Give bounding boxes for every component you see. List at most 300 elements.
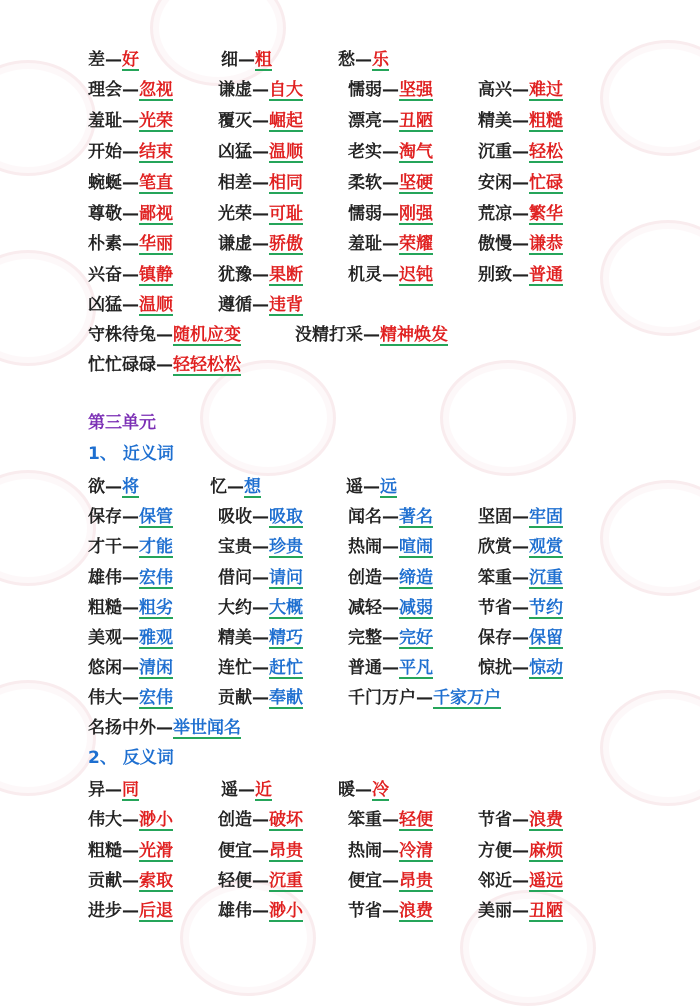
dash: — [382,507,399,527]
dash: — [105,477,122,497]
base-word: 精美 [478,111,512,131]
dash: — [156,325,173,345]
word-pair [88,260,173,290]
base-word: 高兴 [478,80,512,100]
answer-word: 举世闻名 [173,718,241,738]
answer-word: 雅观 [139,628,173,648]
base-word: 伟大 [88,688,122,708]
base-word: 雄伟 [218,901,252,921]
dash: — [512,537,529,557]
dash: — [355,50,372,70]
answer-word: 宏伟 [139,568,173,588]
word-pair [88,75,173,105]
dash: — [122,628,139,648]
answer-word: 渺小 [139,810,173,830]
answer-word: 平凡 [399,658,433,678]
answer-word: 大概 [269,598,303,618]
dash: — [512,658,529,678]
watermark-ring [0,470,96,586]
base-word: 名扬中外 [88,718,156,738]
word-pair [88,532,173,562]
dash: — [252,204,269,224]
answer-word: 浪费 [529,810,563,830]
word-pair [88,805,173,835]
dash: — [382,80,399,100]
word-pair [218,199,303,229]
answer-word: 淘气 [399,142,433,162]
dash: — [227,477,244,497]
word-pair [478,836,563,866]
base-word: 才干 [88,537,122,557]
base-word: 坚固 [478,507,512,527]
dash: — [122,658,139,678]
word-pair [218,836,303,866]
word-pair [478,653,563,683]
base-word: 光荣 [218,204,252,224]
dash: — [382,871,399,891]
answer-word: 精巧 [269,628,303,648]
base-word: 完整 [348,628,382,648]
word-pair [348,563,433,593]
word-pair [478,229,563,259]
base-word: 创造 [218,810,252,830]
answer-word: 惊动 [529,658,563,678]
base-word: 节省 [478,598,512,618]
answer-word: 好 [122,50,139,70]
dash: — [363,325,380,345]
base-word: 细 [221,50,238,70]
word-pair [88,45,139,75]
answer-word: 结束 [139,142,173,162]
dash: — [156,355,173,375]
dash: — [252,901,269,921]
base-word: 暖 [338,780,355,800]
dash: — [512,598,529,618]
base-word: 懦弱 [348,204,382,224]
answer-word: 果断 [269,265,303,285]
base-word: 保存 [88,507,122,527]
dash: — [122,507,139,527]
base-word: 忙忙碌碌 [88,355,156,375]
answer-word: 节约 [529,598,563,618]
dash: — [122,598,139,618]
dash: — [382,658,399,678]
word-pair [346,472,397,502]
base-word: 欣赏 [478,537,512,557]
word-pair [218,168,303,198]
watermark-ring [600,480,700,596]
answer-word: 光滑 [139,841,173,861]
answer-word: 同 [122,780,139,800]
answer-word: 轻松 [529,142,563,162]
word-pair [218,502,303,532]
answer-word: 请问 [269,568,303,588]
dash: — [512,80,529,100]
base-word: 便宜 [348,871,382,891]
base-word: 别致 [478,265,512,285]
dash: — [122,80,139,100]
dash: — [512,628,529,648]
word-pair [348,199,433,229]
word-pair [88,168,173,198]
dash: — [238,780,255,800]
base-word: 保存 [478,628,512,648]
answer-word: 坚强 [399,80,433,100]
antonyms-heading: 2、 反义词 [88,748,174,768]
dash: — [512,111,529,131]
watermark-ring [600,220,700,336]
base-word: 创造 [348,568,382,588]
dash: — [512,568,529,588]
base-word: 普通 [348,658,382,678]
base-word: 羞耻 [348,234,382,254]
word-pair [338,775,389,805]
answer-word: 冷 [372,780,389,800]
base-word: 闻名 [348,507,382,527]
base-word: 连忙 [218,658,252,678]
answer-word: 笔直 [139,173,173,193]
answer-word: 减弱 [399,598,433,618]
dash: — [122,688,139,708]
word-pair [478,866,563,896]
answer-word: 温顺 [139,295,173,315]
base-word: 粗糙 [88,598,122,618]
word-pair [295,320,448,350]
word-pair [218,532,303,562]
answer-word: 镇静 [139,265,173,285]
word-pair [88,653,173,683]
answer-word: 牢固 [529,507,563,527]
dash: — [156,718,173,738]
answer-word: 昂贵 [399,871,433,891]
answer-word: 迟钝 [399,265,433,285]
base-word: 精美 [218,628,252,648]
base-word: 大约 [218,598,252,618]
word-pair [218,593,303,623]
dash: — [512,871,529,891]
word-pair [218,866,303,896]
answer-word: 粗 [255,50,272,70]
answer-word: 忙碌 [529,173,563,193]
word-pair [218,896,303,926]
answer-word: 将 [122,477,139,497]
word-pair [478,563,563,593]
word-pair [88,563,173,593]
word-pair [210,472,261,502]
answer-word: 粗劣 [139,598,173,618]
word-pair [88,713,241,743]
word-pair [218,683,303,713]
answer-word: 轻便 [399,810,433,830]
word-pair [348,106,433,136]
word-pair [88,350,241,380]
dash: — [252,173,269,193]
answer-word: 远 [380,477,397,497]
watermark-ring [0,250,96,366]
answer-word: 奉献 [269,688,303,708]
base-word: 方便 [478,841,512,861]
word-pair [218,137,303,167]
dash: — [252,628,269,648]
base-word: 柔软 [348,173,382,193]
base-word: 朴素 [88,234,122,254]
answer-word: 违背 [269,295,303,315]
word-pair [88,775,139,805]
answer-word: 温顺 [269,142,303,162]
answer-word: 乐 [372,50,389,70]
dash: — [512,901,529,921]
dash: — [122,204,139,224]
dash: — [512,204,529,224]
base-word: 羞耻 [88,111,122,131]
dash: — [512,265,529,285]
dash: — [252,688,269,708]
answer-word: 昂贵 [269,841,303,861]
base-word: 理会 [88,80,122,100]
answer-word: 普通 [529,265,563,285]
base-word: 美丽 [478,901,512,921]
dash: — [363,477,380,497]
dash: — [512,810,529,830]
base-word: 傲慢 [478,234,512,254]
dash: — [252,265,269,285]
base-word: 吸收 [218,507,252,527]
word-pair [348,502,433,532]
base-word: 美观 [88,628,122,648]
word-pair [478,896,563,926]
dash: — [512,142,529,162]
word-pair [478,75,563,105]
answer-word: 华丽 [139,234,173,254]
dash: — [382,142,399,162]
answer-word: 谦恭 [529,234,563,254]
base-word: 凶猛 [218,142,252,162]
synonyms-heading: 1、 近义词 [88,444,174,464]
dash: — [122,568,139,588]
word-pair [348,896,433,926]
word-pair [348,137,433,167]
answer-word: 浪费 [399,901,433,921]
word-pair [88,229,173,259]
answer-word: 缔造 [399,568,433,588]
dash: — [512,841,529,861]
dash: — [252,537,269,557]
word-pair [218,75,303,105]
word-pair [88,199,173,229]
answer-word: 坚硬 [399,173,433,193]
word-pair [88,502,173,532]
dash: — [252,80,269,100]
word-pair [478,532,563,562]
answer-word: 保管 [139,507,173,527]
answer-word: 骄傲 [269,234,303,254]
base-word: 覆灭 [218,111,252,131]
answer-word: 保留 [529,628,563,648]
word-pair [218,653,303,683]
base-word: 愁 [338,50,355,70]
dash: — [382,111,399,131]
dash: — [252,507,269,527]
answer-word: 荣耀 [399,234,433,254]
base-word: 贡献 [218,688,252,708]
word-pair [348,532,433,562]
answer-word: 完好 [399,628,433,648]
dash: — [382,841,399,861]
answer-word: 清闲 [139,658,173,678]
word-pair [348,866,433,896]
dash: — [355,780,372,800]
base-word: 热闹 [348,841,382,861]
base-word: 异 [88,780,105,800]
base-word: 谦虚 [218,80,252,100]
word-pair [478,502,563,532]
base-word: 粗糙 [88,841,122,861]
watermark-ring [440,360,576,476]
answer-word: 赶忙 [269,658,303,678]
base-word: 开始 [88,142,122,162]
base-word: 尊敬 [88,204,122,224]
answer-word: 近 [255,780,272,800]
base-word: 宝贵 [218,537,252,557]
watermark-ring [600,40,700,156]
dash: — [252,568,269,588]
base-word: 雄伟 [88,568,122,588]
base-word: 节省 [478,810,512,830]
answer-word: 忽视 [139,80,173,100]
base-word: 遥 [346,477,363,497]
dash: — [382,901,399,921]
base-word: 漂亮 [348,111,382,131]
base-word: 没精打采 [295,325,363,345]
watermark-ring [0,680,96,796]
word-pair [218,290,303,320]
word-pair [348,623,433,653]
answer-word: 鄙视 [139,204,173,224]
base-word: 荒凉 [478,204,512,224]
word-pair [478,623,563,653]
dash: — [122,142,139,162]
dash: — [122,537,139,557]
dash: — [416,688,433,708]
dash: — [105,780,122,800]
answer-word: 轻轻松松 [173,355,241,375]
dash: — [252,142,269,162]
answer-word: 喧闹 [399,537,433,557]
base-word: 凶猛 [88,295,122,315]
dash: — [122,871,139,891]
dash: — [512,234,529,254]
dash: — [122,810,139,830]
dash: — [238,50,255,70]
word-pair [218,260,303,290]
word-pair [88,593,173,623]
dash: — [382,537,399,557]
answer-word: 可耻 [269,204,303,224]
word-pair [478,106,563,136]
answer-word: 想 [244,477,261,497]
base-word: 遵循 [218,295,252,315]
word-pair [348,168,433,198]
word-pair [218,229,303,259]
dash: — [382,598,399,618]
answer-word: 渺小 [269,901,303,921]
answer-word: 麻烦 [529,841,563,861]
word-pair [478,168,563,198]
base-word: 进步 [88,901,122,921]
dash: — [122,295,139,315]
base-word: 邻近 [478,871,512,891]
word-pair [478,805,563,835]
answer-word: 自大 [269,80,303,100]
base-word: 笨重 [348,810,382,830]
word-pair [88,472,139,502]
word-pair [348,75,433,105]
word-pair [348,260,433,290]
answer-word: 著名 [399,507,433,527]
word-pair [218,805,303,835]
answer-word: 千家万户 [433,688,501,708]
base-word: 惊扰 [478,658,512,678]
base-word: 热闹 [348,537,382,557]
word-pair [221,775,272,805]
answer-word: 沉重 [529,568,563,588]
base-word: 减轻 [348,598,382,618]
dash: — [252,871,269,891]
base-word: 安闲 [478,173,512,193]
answer-word: 相同 [269,173,303,193]
word-pair [478,199,563,229]
word-pair [348,229,433,259]
base-word: 差 [88,50,105,70]
word-pair [88,896,173,926]
answer-word: 观赏 [529,537,563,557]
base-word: 老实 [348,142,382,162]
word-pair [478,260,563,290]
dash: — [512,507,529,527]
word-pair [88,866,173,896]
watermark-ring [600,690,700,806]
word-pair [218,563,303,593]
dash: — [105,50,122,70]
answer-word: 精神焕发 [380,325,448,345]
answer-word: 随机应变 [173,325,241,345]
word-pair [348,836,433,866]
dash: — [382,810,399,830]
base-word: 机灵 [348,265,382,285]
base-word: 悠闲 [88,658,122,678]
dash: — [252,658,269,678]
word-pair [348,683,501,713]
answer-word: 珍贵 [269,537,303,557]
base-word: 相差 [218,173,252,193]
answer-word: 后退 [139,901,173,921]
base-word: 犹豫 [218,265,252,285]
answer-word: 丑陋 [529,901,563,921]
base-word: 伟大 [88,810,122,830]
dash: — [512,173,529,193]
base-word: 节省 [348,901,382,921]
word-pair [348,653,433,683]
word-pair [348,593,433,623]
dash: — [382,628,399,648]
word-pair [88,683,173,713]
word-pair [478,137,563,167]
answer-word: 冷清 [399,841,433,861]
dash: — [122,173,139,193]
base-word: 谦虚 [218,234,252,254]
dash: — [122,234,139,254]
base-word: 欲 [88,477,105,497]
